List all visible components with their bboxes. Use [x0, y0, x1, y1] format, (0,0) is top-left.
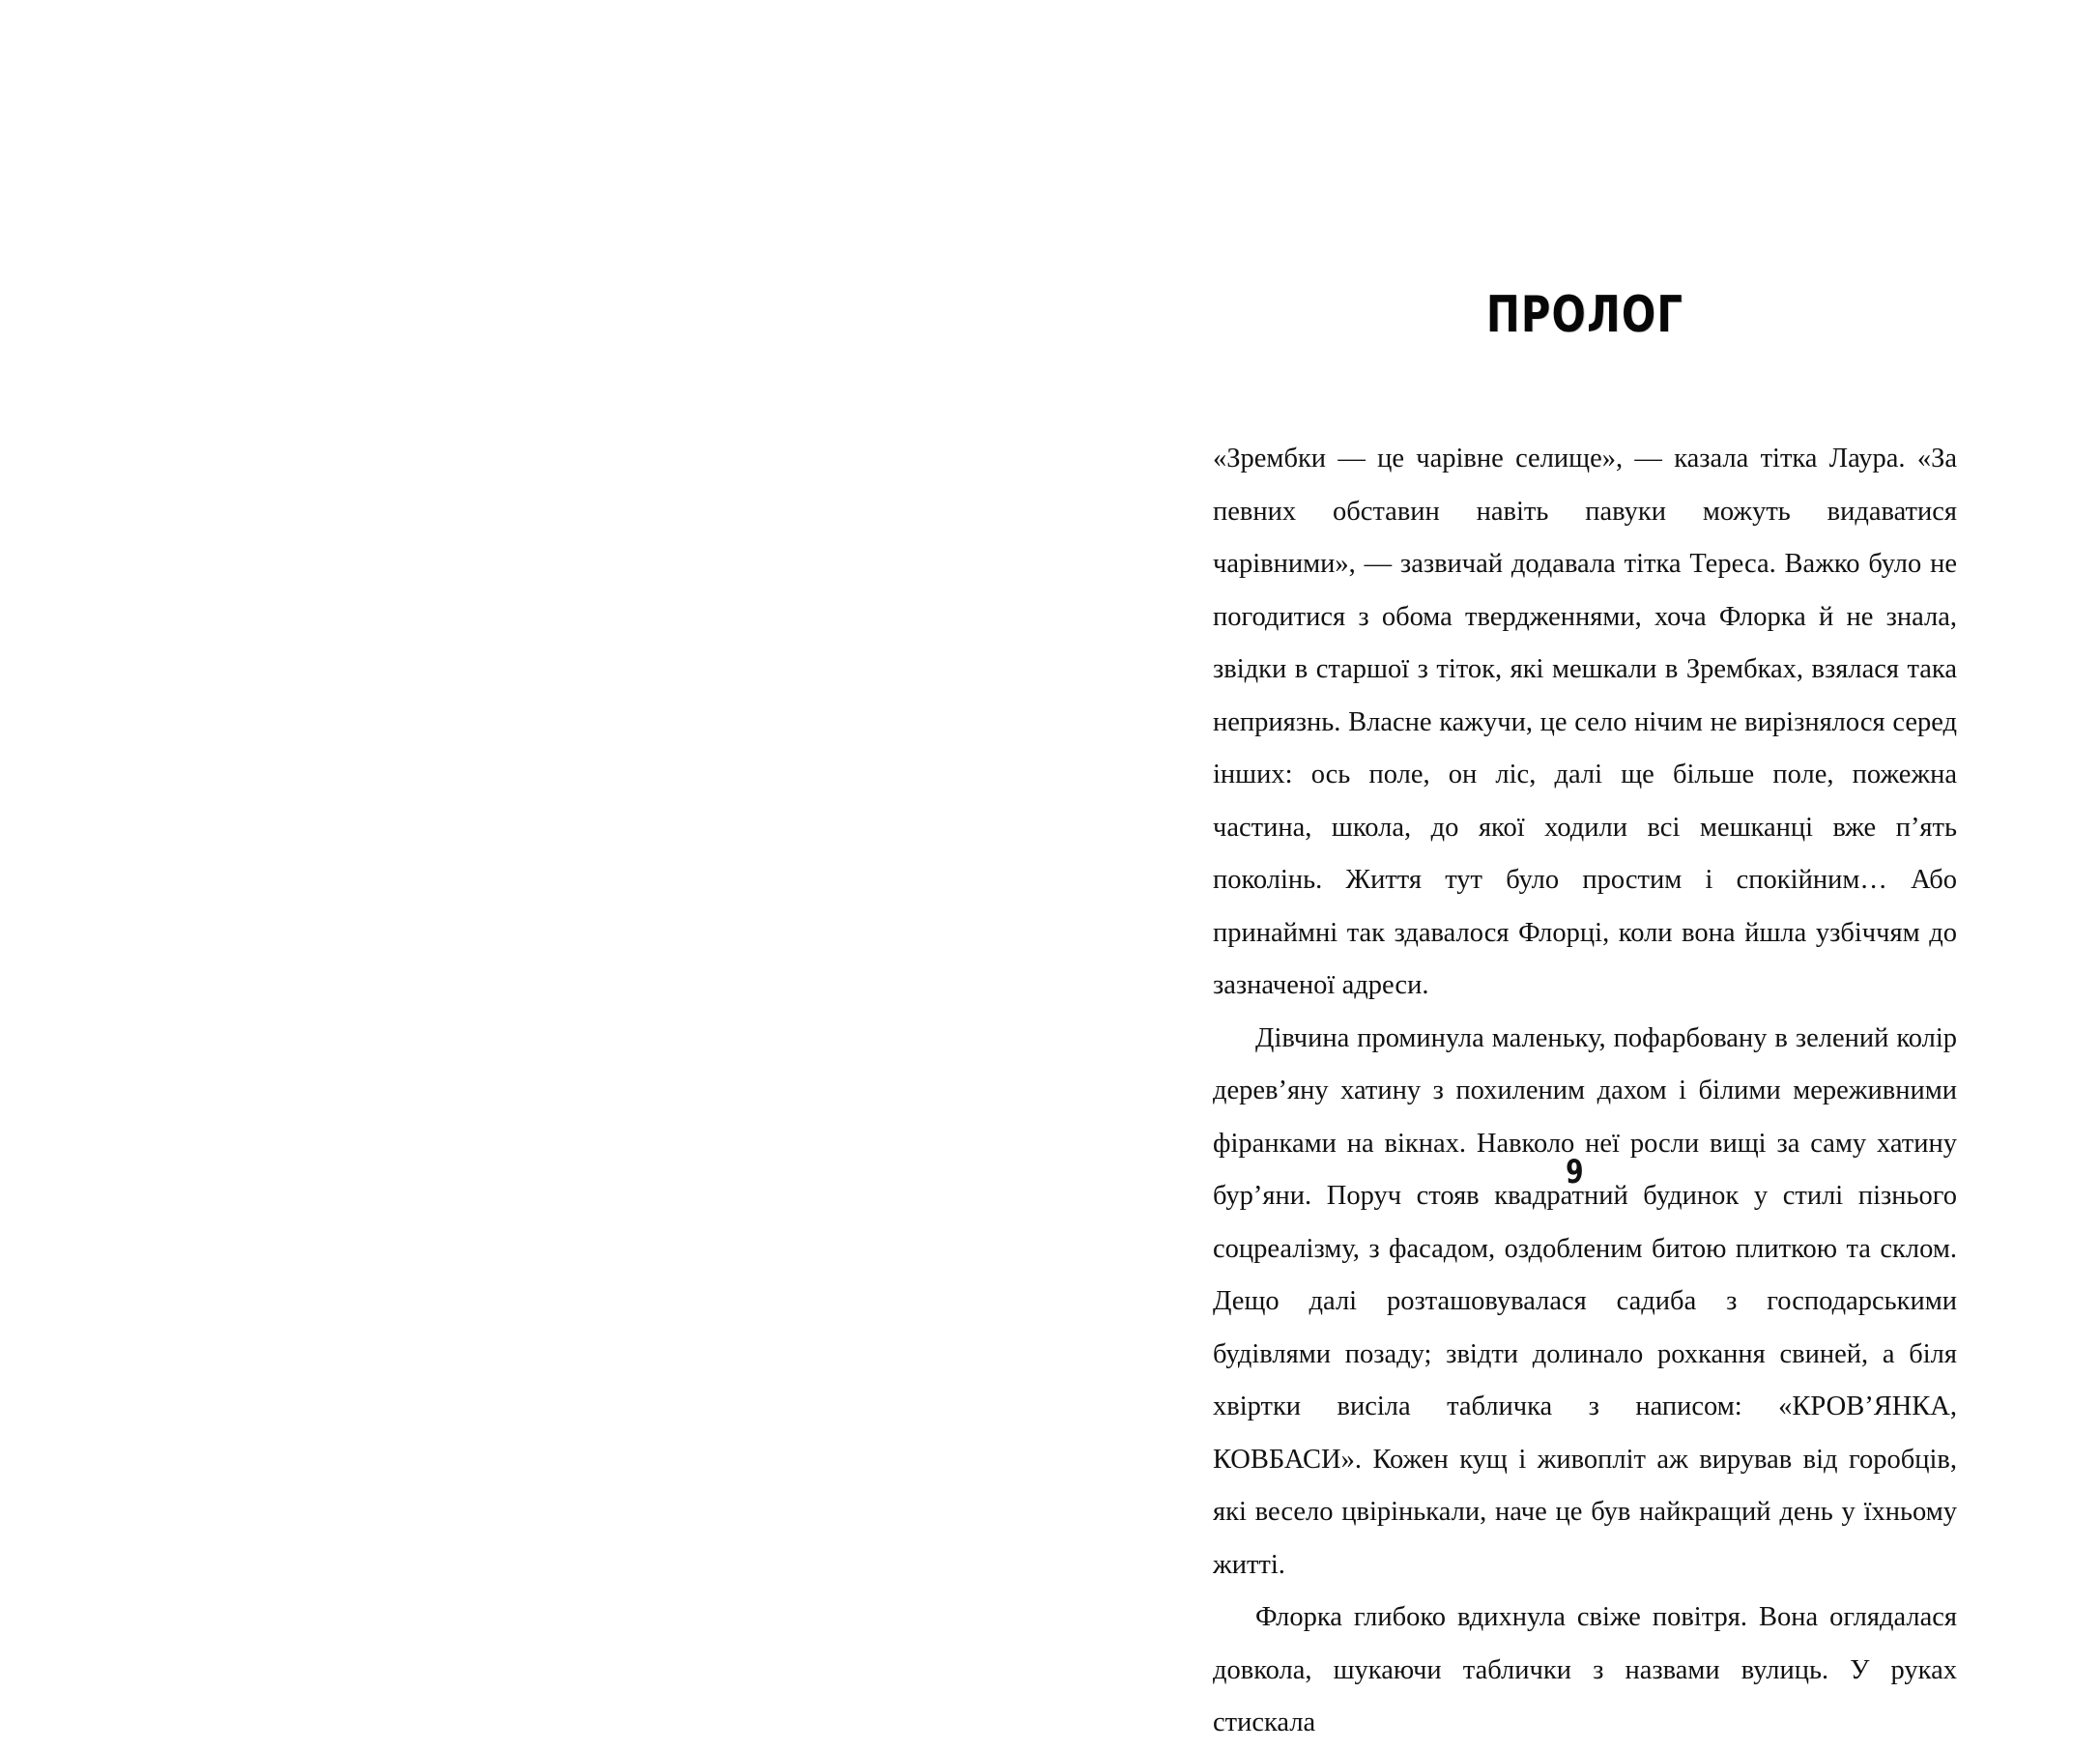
body-paragraph: Флорка глибоко вдихнула свіже повітря. Вона оглядалася довкола, шукаючи таблички з назвами вулиць. У руках стискала [1213, 1602, 1957, 1737]
page-number: 9 [1566, 1153, 1584, 1191]
blank-verso-page [0, 0, 1050, 1591]
body-paragraph: Дівчина проминула маленьку, пофарбовану в зелений колір дерев’яну хатину з похиленим дахом і білими мереживними фіранками на вікнах. Навколо неї росли вищі за саму хатину бур’яни. Поруч стояв квадратний будинок у стилі пізнього соцреалізму, з фасадом, оздобленим битою плиткою та склом. Дещо далі розташовувалася садиба з господарськими будівлями позаду; звідти долинало рохкання свиней, а біля хвіртки висіла табличка з написом: «КРОВ’ЯНКА, КОВБАСИ». Кожен кущ і живопліт аж вирував від горобців, які весело цвірінькали, наче це був найкращий день у їхньому житті. [1213, 1022, 1957, 1580]
body-paragraph: «Зрембки — це чарівне селище», — казала тітка Лаура. «За певних обставин навіть павуки можуть видаватися чарівними», — зазвичай додавала тітка Тереса. Важко було не погодитися з обома твердженнями, хоча Флорка й не знала, звідки в старшої з тіток, які мешкали в Зрембках, взялася така неприязнь. Власне кажучи, це село нічим не вирізнялося серед інших: ось поле, он ліс, далі ще більше поле, пожежна частина, школа, до якої ходили всі мешканці вже п’ять поколінь. Життя тут було простим і спокійним… Або принаймні так здавалося Флорці, коли вона йшла узбіччям до зазначеної адреси. [1213, 444, 1957, 1000]
chapter-title: ПРОЛОГ [1485, 286, 1684, 344]
page-text-block [1213, 286, 1957, 1750]
recto-page [1050, 0, 2100, 1737]
